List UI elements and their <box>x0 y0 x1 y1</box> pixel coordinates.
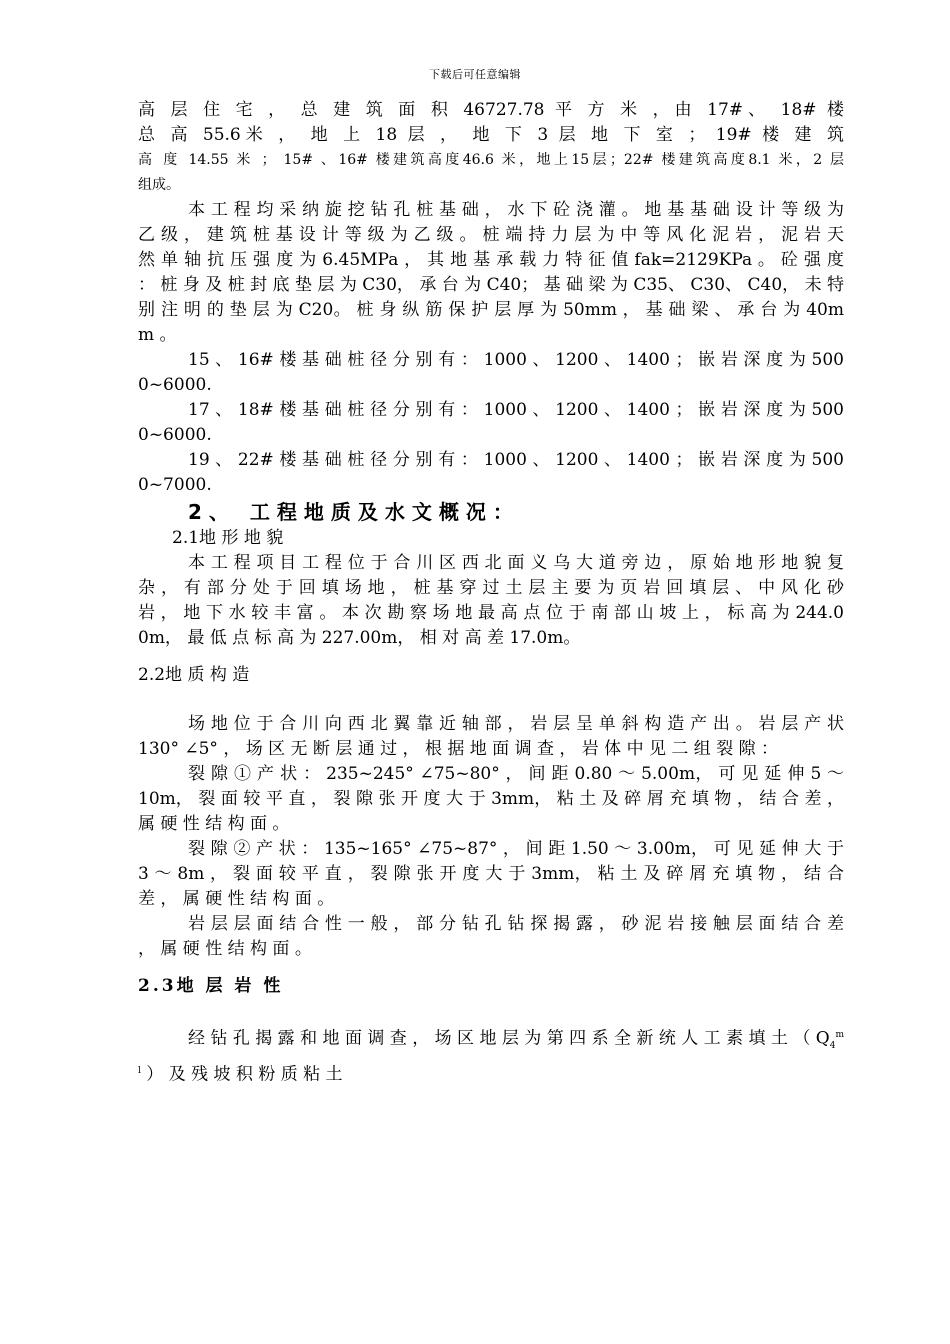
subsection-heading: 2.2地 质 构 造 <box>138 665 250 685</box>
subsection-heading: 2.3地 层 岩 性 <box>138 976 284 996</box>
subsection-heading: 2.1地 形 地 貌 <box>172 528 284 548</box>
page-header-note: 下载后可任意编辑 <box>429 68 521 81</box>
paragraph-fissure-1: 裂 隙 ① 产 状 ： 235~245° ∠75~80° ， 间 距 0.80 ～ 5.00m， 可 见 延 伸 5 ～ 10m， 裂 面 较 平 直 ， 裂 隙 张 开 度 大 于 3mm， 粘 土 及 碎 屑 充 填 物 ， 结 合 差 ， 属 硬 性 结 构 面 。 <box>138 764 844 834</box>
paragraph-line: 组成。 <box>138 177 180 193</box>
section-heading: 2、 工程地质及水文概况： <box>188 500 520 524</box>
paragraph-pile-17-18: 17 、 18# 楼 基 础 桩 径 分 别 有 ： 1000 、 1200 、 1400 ； 嵌 岩 深 度 为 5000~6000. <box>138 400 844 445</box>
paragraph-structure: 场 地 位 于 合 川 向 西 北 翼 靠 近 轴 部 ， 岩 层 呈 单 斜 构 造 产 出 。 岩 层 产 状 130° ∠5° ， 场 区 无 断 层 通 过 ， 根 据 地 面 调 查 ， 岩 体 中 见 二 组 裂 隙 ： <box>138 714 844 759</box>
paragraph-line: 高 度 14.55 米 ； 15# 、16# 楼建筑高度46.6 米，地上15层；22# 楼建筑高度8.1 米，2 层 <box>138 152 844 168</box>
paragraph-line: 高 层 住 宅 ， 总 建 筑 面 积 46727.78 平 方 米 ，由 17#、 18# 楼 <box>138 100 844 120</box>
paragraph-strata <box>138 1023 844 1088</box>
document-body <box>138 98 844 1088</box>
strata-subscript: 4 <box>829 1041 836 1052</box>
strata-text-a: 经 钻 孔 揭 露 和 地 面 调 查 ， 场 区 地 层 为 第 四 系 全 新 统 人 工 素 填 土 （ Q <box>188 1028 830 1049</box>
paragraph-fissure-2: 裂 隙 ② 产 状 ： 135~165° ∠75~87° ， 间 距 1.50 ～ 3.00m， 可 见 延 伸 大 于 3 ～ 8m ， 裂 面 较 平 直 ， 裂 隙 张 开 度 大 于 3mm， 粘 土 及 碎 屑 充 填 物 ， 结 合 差 ， 属 硬 性 结 构 面 。 <box>138 839 844 909</box>
strata-text-b: ） 及 残 坡 积 粉 质 粘 土 <box>140 1064 343 1085</box>
paragraph-terrain: 本 工 程 项 目 工 程 位 于 合 川 区 西 北 面 义 乌 大 道 旁 边 ， 原 始 地 形 地 貌 复 杂 ， 有 部 分 处 于 回 填 场 地 ， 桩 基 穿 过 土 层 主 要 为 页 岩 回 填 层 、 中 风 化 砂 岩 ， 地 下 水 较 丰 富 。 本 次 勘 察 场 地 最 高 点 位 于 南 部 山 坡 上 ， 标 高 为 244.00m， 最 低 点 标 高 为 227.00m， 相 对 高 差 17.0m。 <box>138 553 844 648</box>
paragraph-line: 总 高 55.6米 ， 地 上 18 层 ， 地 下 3 层 地 下 室 ； 19# 楼 建 筑 <box>138 125 844 145</box>
paragraph-pile-19-22: 19 、 22# 楼 基 础 桩 径 分 别 有 ： 1000 、 1200 、 1400 ； 嵌 岩 深 度 为 5000~7000. <box>138 450 844 495</box>
paragraph-foundation: 本 工 程 均 采 纳 旋 挖 钻 孔 桩 基 础 ， 水 下 砼 浇 灌 。 地 基 基 础 设 计 等 级 为 乙 级 ， 建 筑 桩 基 设 计 等 级 为 乙 级 。 桩 端 持 力 层 为 中 等 风 化 泥 岩 ， 泥 岩 天 然 单 轴 抗 压 强 度 为 6.45MPa ， 其 地 基 承 载 力 特 征 值 fak=2129KPa 。 砼 强 度 ： 桩 身 及 桩 封 底 垫 层 为 C30， 承 台 为 C40； 基 础 梁 为 C35、 C30、 C40， 未 特 别 注 明 的 垫 层 为 C20。 桩 身 纵 筋 保 护 层 厚 为 50mm ， 基 础 梁 、 承 台 为 40mm 。 <box>138 200 844 345</box>
paragraph-bedding: 岩 层 层 面 结 合 性 一 般 ， 部 分 钻 孔 钻 探 揭 露 ， 砂 泥 岩 接 触 层 面 结 合 差 ， 属 硬 性 结 构 面 。 <box>138 914 844 959</box>
paragraph-pile-15-16: 15 、 16# 楼 基 础 桩 径 分 别 有 ： 1000 、 1200 、 1400 ； 嵌 岩 深 度 为 5000~6000. <box>138 350 844 395</box>
strata-superscript: ml <box>138 1030 844 1077</box>
